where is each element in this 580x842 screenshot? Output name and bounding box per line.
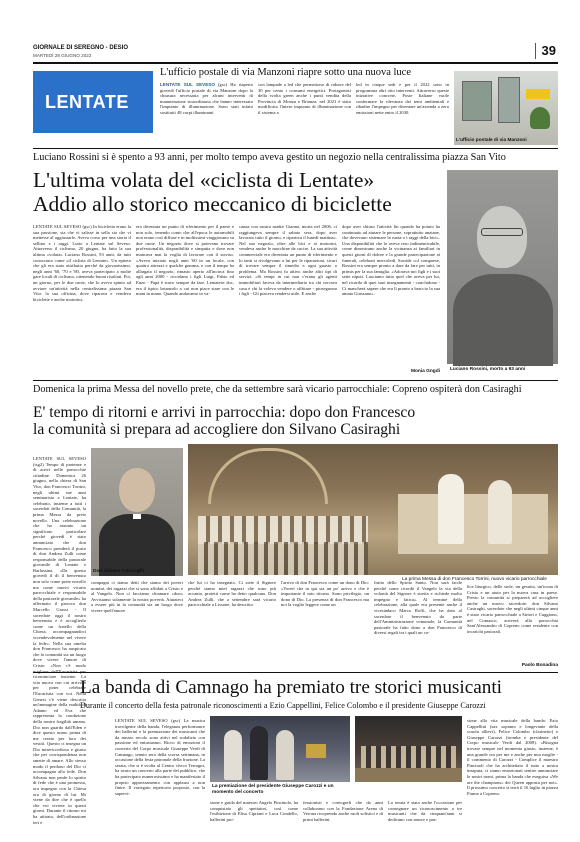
story2-col2: era diventata un punto di riferimento per il paese e non solo, tenendo conto che all'epoca le automobili non erano così diffuse e in moltissimi viaggiavano su due ruote. Un negozio dove si potevano trovare professionalità, disponibilità e simpatia e dove non mancava mai la voglia di lavorare con il sorriso. «Aveva iniziato negli anni '60 in un locale, con quattro attrezzi e qualche gomma, e con il tempo ha allargato il negozio, rimasto aperto all'incirca fino agli anni 2000 - ricordano i figli Luigi, Fabio ed Enzo - Papà è stavo sempre da fare. Lentatese doc, era il tipico brianzolo a cui non piace stare con le mani in mano. Quando andavamo in va- — [136, 224, 234, 297]
divider-1 — [33, 148, 558, 149]
story4-col2: sione e guida del maestro Angelo Pincinolo, ha conquistato gli spettatori, così come l'esibizione di Elisa Cipriani e Luca Condello, ballerini pro- — [210, 800, 298, 822]
story4-kicker: Durante il concerto della festa patronale riconoscimenti a Ezio Cappellini, Felice Colombo e il presidente Giuseppe Carozzi — [80, 701, 486, 710]
issue-date: MARTEDÌ 28 GIUGNO 2022 — [33, 53, 92, 58]
divider-3 — [33, 672, 558, 673]
stage-floor — [355, 768, 462, 782]
story3-headline-1: E' tempo di ritorni e arrivi in parrocchia: dopo don Francesco — [33, 404, 416, 421]
story2-photo-caption: Luciano Rossini, morto a 93 anni — [450, 367, 526, 372]
rossini-shoulders — [453, 274, 553, 366]
story3-caption-right: La prima Messa di don Francesco Torrini, nuovo vicario parrocchiale — [402, 577, 547, 582]
celebrant-figure — [488, 480, 512, 544]
story1-lead: LENTATE SUL SEVESO — [160, 82, 215, 87]
band-award-photo — [210, 716, 350, 782]
story3-col2: compagni ci siamo detti che siamo dei poveri uomini, dei ragazzi che si sono affidati a Cristo e al Vangelo. Non ci facciamo chiamare «don» Avvisiamo solamente la nostra povertà. Aiutateci a essere più in la comunità sia un luogo dove vivere quell'amore — [91, 580, 183, 613]
story3-kicker: Domenica la prima Messa del novello prete, che da settembre sarà vicario parrocchiale: Copreno ospiterà don Casiraghi — [33, 384, 522, 395]
story3-col1: LENTATE SUL SEVESO (tsg2) Tempo di partenze e di arrivi nelle parrocchie cittadine. Domenica 26 giugno, nella chiesa di San Vito, don Francesco Torrini, negli ultimi sue anni seminarista a Lentate, ha celebrato, insieme a tutti i sacerdoti della Comunità, la prima Messa da prete novello. Una celebrazione che ha assunto un significato particolare perché giovedì è stato annunciato che don Francesco prenderà il posto di don Andrea Zulli come responsabile della pastorale giovanile di Lentate e Barlassina. «Da questo giovedì il dì il benvenuto non solo come prete novello ma come nuovo vicario parrocchiale e responsabile della pastorale giovanile» ha affermato il parroco don Marcello Grassi - Il sacerdote oggi il nostro benvenuto e è accoglierlo come un fratello della Chiesa, accompagnandoci vicendevolmente nel vivere la fede». Nella sua omelia don Francesco ha auspicato che la comunità sia un luogo dove vivere l'amore di Cristo: «Non c'è modo ricominciare insieme. La vita nuova con cui arrivo è per poter celebrare l'Eucaristia con voi. Nella Genesi c'è viene descritta un'immagine della nudità di Adamo ed Eva che rappresenta la condizione della nostra fragilità umana. Dio non guarda dall'Eden e dice questo uomo prima di me creato per loro dei vestiti. Questo ci insegna un Dio misericordioso e giusto che per corrispondenza non smette di amare. Allo stesso modo il perdono del Dio ci accompagna alla fede. Don Silvano non perde lo spirito di fede che è una promessa, ora impegno con la Chiesa ora di giorno di lui. Mi viene da dire che è quello che voi vivrete in questi giorni. Durante il ritorno mi ha attirato, dell'ordinazione ieri e — [33, 456, 86, 825]
story2-col4: dopo aver chiuso l'attività fin quando ha potuto ha continuato ad aiutare le persone, soprattutto anziane, che dovevano sistemare la ruota o i raggi della bici». Una disponibilità che lo aveva reso indimenticabile, come dimostrano anche la vicinanza ai familiari in questi giorni di dolore e la grande partecipazione ai funerali, celebrati mercoledì. Sorride col compaese, Rossini era sempre pronto a dare da fare per tutti, in primis per la sua famiglia. «Adorava noi figli e i suoi sette nipoti. Lasciamo tutto quel che aveva per lui, nel ricordo di quei suoi insegnamenti - concludono - Ci mancherà sapere che era lì pronto a braccio la sua amata Giussano». — [342, 224, 440, 297]
story1-photo-caption: L'ufficio postale di via Manzoni — [456, 138, 527, 143]
divider-2 — [33, 380, 558, 381]
first-mass-photo — [188, 444, 558, 575]
casiraghi-body — [99, 514, 175, 576]
story3-caption-left: Don Silvano Casiraghi — [93, 569, 144, 574]
choir-row — [198, 516, 368, 544]
story2-headline-1: L'ultima volata del «ciclista di Lentate» — [33, 168, 375, 192]
casiraghi-portrait — [91, 448, 183, 576]
section-label: LENTATE — [33, 71, 153, 133]
story2-byline: Monia Gngdi — [410, 369, 440, 374]
casiraghi-collar — [133, 514, 141, 519]
post-office-window — [498, 77, 520, 123]
story1-col1 — [160, 82, 253, 140]
story3-col4: l'arrivo di don Francesco come un dono di Dio: «Vorrei che tu qui sia un po' arrivo e che è importante il mio ritorno. Sono privilegio, un dono di Dio. La presenza di don Francesco ma noi la voglio leggere come un — [281, 580, 369, 608]
paper-name: GIORNALE DI SEREGNO - DESIO — [33, 45, 129, 51]
masthead — [33, 43, 558, 63]
story4-col1: LENTATE SUL SEVESO (gsc) La musica travolgente della banda, l'eleganza performance dei ballerini e la premiazione dei musicanti che da mezzo secolo sono attivi nel sodalizio con passione ed entusiasmo. Ricco di emozioni il concerto del Corpo musicale Giuseppe Verdi di Camnago, tenuto sera della scorsa settimana, in occasione della festa patronale della frazione. La serata, che si è svolta al Centro civico Terragni, ha avuto un concerto alla parte del pubblico, che ha partecipato numerosissimo e ha manifestato il proprio apprezzamento con applausi a non finire. Il variegato repertorio proposto, con la supervi- — [115, 718, 205, 796]
rossini-head — [477, 206, 527, 268]
story1-col1-text: (gsc) Ha riaperto giovedì l'ufficio postale di via Manzoni dopo la chiusura necessaria per alcuni interventi di manutenzione straordinaria che hanno interessato l'impianto di illuminazione. Sono stati infatti sostituiti 48 corpi illuminanti — [160, 82, 253, 115]
post-office-photo — [454, 71, 558, 145]
casiraghi-head — [119, 468, 155, 512]
award-recipient — [276, 730, 294, 780]
story4-col4: La serata è stata anche l'occasione per consegnare un riconoscimento a tre musicanti che da cinquant'anni si dedicano con amore e pas- — [388, 800, 462, 822]
story2-col1: LENTATE SUL SEVESO (gsc) In bicicletta erano la sua passione, sia che vi salisse in sella sia che vi mettesse al aggiustarle. Aveva corso per una storia il sellino e i raggi. Lutto a Lentate sul Seveso. Attraverso il ciclismo, 20 giugno, ha fatto la sua ultima «volata» Luciano Rossini, 93 anni, da tutti conosciuto come «il ciclista di Lentate». Un epiteto che gli era stato attribuito perché da giovanissimo, negli anni '60, '70 e '80, aveva partecipato a molte gare locali di ciclismo, ottenendo buoni risultati. Poi, un giorno, per le due ruote, che lo aveva spinto ad avviare un'attività nella centralissima piazza San Vito: la sua officina, dove riparava e vendeva biciclette e anche motorini, — [33, 224, 131, 302]
award-recipient — [250, 726, 268, 780]
award-recipient — [224, 730, 242, 780]
rossini-portrait — [447, 170, 558, 364]
page-number-divider — [535, 43, 536, 59]
musicians-row — [361, 746, 456, 768]
story1-headline: L'ufficio postale di via Manzoni riapre sotto una nuova luce — [160, 67, 412, 78]
story4-col5: sione alla vita musicale della banda: Ezio Cappellini (sax soprano e longevante della scuola allievi), Felice Colombo (clarinetto) e Giuseppe Carozzi (tromba e presidente del Corpo musicale Verdi dal 2008). «Bisogna trovare sempre nel momento giusto, insieme, è una grande ora per me e anche per mia moglie - il commento di Carozzi - Complice il maestro Pincinoli che ha architettato il tutto a nostra insaputa, ci siamo emozionati sentire annunciare le nostri nomi, prima la banda che eseguiva «We are the champions» dei Queen apposta per noi». Il prossimo concerto si terrà il 16 luglio in piazza Fiume a Copreno. — [467, 718, 558, 796]
story3-byline: Paolo Bonadina — [521, 663, 558, 668]
post-office-plant — [530, 107, 550, 129]
story3-headline-2: la comunità si prepara ad accogliere don Silvano Casiraghi — [33, 421, 401, 438]
story4-photo-caption: La premiazione del presidente Giuseppe Carozzi e un momento del concerto — [212, 784, 334, 795]
story3-col3: che lui ci ha insegnato. Ci siete il Signore perché siamo miei ragazzi che sono più accanto, protetti come ha detto qualcuno. Don Andrea Zulli, che a settembre sarà vicario parrocchiale a Lissone, ha descritto — [188, 580, 276, 608]
story2-kicker: Luciano Rossini si è spento a 93 anni, per molto tempo aveva gestito un negozio nella centralissima piazza San Vito — [33, 152, 506, 163]
post-office-sign — [526, 89, 550, 99]
church-arch — [208, 448, 328, 504]
award-plaque — [306, 744, 326, 758]
congregation-row — [198, 542, 368, 575]
page-number: 39 — [541, 43, 556, 58]
story2-col3: canza con nostra madre Gianna, morta nel 2006, ci raggiungeva sempre il sabato sera, dopo aver lavorato tutto il giorno, e ripartiva il lunedì mattina». Nel suo negozio, oltre alle bici e ai motorini, vendeva anche le macchine da cucire. La sua attività commerciale era diventata un punto di riferimento e lo tanti si rivolgevano a lui per le riparazioni, sicuri di trovare sempre il rimedio a ogni guasto o problema. Ma Rossini fu attivo anche altri tipi di servizi. «Si tempi in cui non c'erano gli agenti immobiliari faceva da intermediario tra chi cercava casa e chi la voleva vendere o affittare - proseguono i figli - Gli piaceva rendersi utile. E anche — [239, 224, 337, 297]
rossini-glasses — [481, 228, 523, 236]
post-office-window — [462, 81, 492, 121]
story3-col5: frutto dello Spirito Santo. Non sarà facile perché come ricordò il Vangelo la via della volontà del Signore è stretta e richiede molto impegno e fatica». Al termine della celebrazione, alla quale era presente anche il vicesindaco Marco Roffi, che ha dato al sacerdote il benvenuto da parte dell'Amministrazione comunale, la Comunità pastorale ha fatto dono a don Francesco di diversi regali tra i quali un ca- — [374, 580, 462, 636]
story1-col2: con lampade a led che permettono di ridurre del 30 per cento i consumi energetici. Protagonisti della svolta green anche i punti vendita della Provincia di Monza e Brianza: nel 2021 è stato modificato l'intero impianto di illuminazione con il sistema a — [258, 82, 351, 115]
story4-col3: fessionisti e coreografi che da anni collaborano con la Fondazione Arena di Verona ricoprendo anche ruoli solistici e di primi ballerini. — [303, 800, 383, 822]
story1-col3: led in cinque sedi e per il 2022 sono in programma altri otto interventi. Attraverso queste iniziative concrete, Poste Italiane vuole confermare la rilevanza dei temi ambientali e ribadire l'impegno per diventare un'azienda a zero emissioni nette entro il 2030. — [356, 82, 449, 115]
band-concert-photo — [355, 716, 462, 782]
altar — [398, 494, 548, 554]
story4-headline: La banda di Camnago ha premiato tre storici musicanti — [80, 677, 502, 698]
masthead-rule — [33, 62, 558, 64]
celebrant-figure — [438, 474, 464, 544]
story2-headline-2: Addio allo storico meccanico di biciclette — [33, 192, 392, 216]
story3-col6: lice liturgico, delle stole, un gesuita, un'icona di Cristo e un aiuto per la nuova casa in paese. Presto la comunità si preparerà ad accogliere anche un nuovo sacerdote: don Silvano Casiraghi, sacerdote che negli ultimi cinque anni è stato vicario parrocchiale a Sirtori e Cuggiono, nel Comasco, arriverà alla parrocchia Sant'Alessandro di Copreno come residente con incarichi pastorali. — [467, 584, 558, 634]
